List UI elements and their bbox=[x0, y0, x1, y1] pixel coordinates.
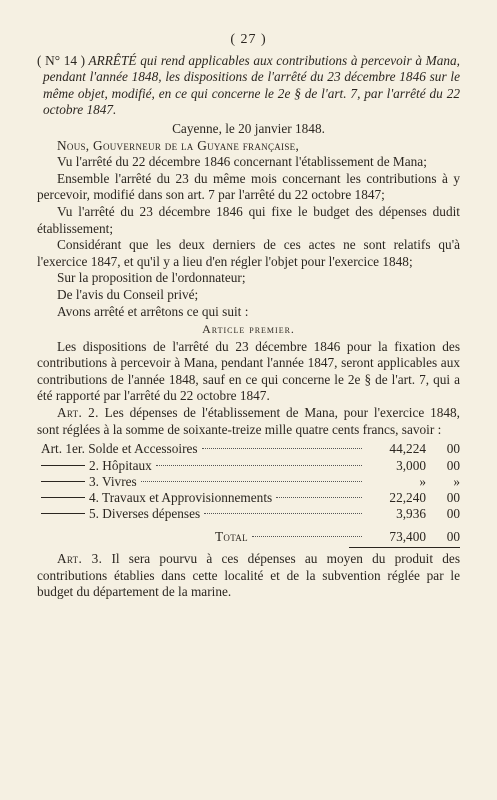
total-rule bbox=[349, 547, 460, 548]
ditto-dash bbox=[41, 513, 85, 514]
budget-cents: » bbox=[453, 473, 460, 489]
decree-number: ( N° 14 ) bbox=[37, 52, 86, 68]
article-3-prefix: Art. 3. bbox=[57, 551, 103, 567]
considerations bbox=[37, 154, 460, 320]
consideration: Vu l'arrêté du 23 décembre 1846 qui fixe le budget des dépenses dudit établissement; bbox=[37, 203, 460, 236]
leader-dots bbox=[141, 481, 362, 482]
article-3-text: Il sera pourvu à ces dépenses au moyen du produit des contributions établies dans cette localité et de la subvention réglée par le budget du département de la marine. bbox=[37, 551, 460, 600]
consideration: De l'avis du Conseil privé; bbox=[57, 286, 199, 302]
decree-title: ARRÊTÉ qui rend applicables aux contributions à percevoir à Mana, pendant l'année 1848, les dispositions de l'arrêté du 23 décembre 1846 sur le même objet, modifié, en ce qui concerne le 2e § de l'art. 7, par l'arrêté du 22 octobre 1847. bbox=[43, 52, 460, 118]
budget-cents: 00 bbox=[446, 506, 460, 522]
budget-cents: 00 bbox=[446, 490, 460, 506]
leader-dots bbox=[204, 513, 362, 514]
budget-label-wrap bbox=[37, 458, 152, 475]
budget-amount: 22,240 bbox=[389, 490, 426, 506]
total-row bbox=[37, 529, 460, 545]
budget-label: Art. 1er. Solde et Accessoires bbox=[41, 441, 198, 457]
enacting-clause: Avons arrêté et arrêtons ce qui suit : bbox=[57, 303, 249, 319]
budget-label: 4. Travaux et Approvisionnements bbox=[89, 490, 273, 506]
budget-row bbox=[37, 490, 460, 506]
text-column bbox=[37, 32, 460, 601]
budget-row bbox=[37, 506, 460, 522]
article-2 bbox=[37, 405, 460, 438]
total-amount: 73,400 bbox=[389, 528, 426, 544]
budget-cents: 00 bbox=[446, 457, 460, 473]
budget-cents: 00 bbox=[446, 441, 460, 457]
total-label: Total bbox=[215, 528, 248, 544]
consideration: Considérant que les deux derniers de ces actes ne sont relatifs qu'à l'exercice 1847, et qu'il y a lieu d'en régler l'objet pour l'exercice 1848; bbox=[37, 237, 460, 269]
budget-row bbox=[37, 474, 460, 490]
ditto-dash bbox=[41, 465, 85, 466]
leader-dots bbox=[202, 448, 362, 449]
budget-row bbox=[37, 458, 460, 474]
budget-label-wrap bbox=[37, 506, 200, 523]
decree-heading bbox=[37, 53, 460, 119]
ditto-dash bbox=[41, 481, 85, 482]
budget-amount: » bbox=[419, 473, 426, 489]
consideration: Ensemble l'arrêté du 23 du même mois concernant les contributions à y percevoir, modifié dans son art. 7 par l'arrêté du 22 octobre 1847; bbox=[37, 170, 460, 203]
authority-line: Nous, Gouverneur de la Guyane française, bbox=[57, 137, 300, 153]
total-cents: 00 bbox=[446, 528, 460, 544]
ditto-dash bbox=[41, 497, 85, 498]
consideration: Sur la proposition de l'ordonnateur; bbox=[57, 270, 246, 286]
place-date: Cayenne, le 20 janvier 1848. bbox=[172, 120, 325, 136]
leader-dots bbox=[276, 497, 362, 498]
budget-table bbox=[37, 441, 460, 548]
budget-label: 2. Hôpitaux bbox=[89, 457, 152, 473]
budget-amount: 3,000 bbox=[396, 457, 426, 473]
budget-row bbox=[37, 441, 460, 457]
budget-label: 3. Vivres bbox=[89, 473, 137, 489]
leader-dots bbox=[156, 465, 362, 466]
article-2-text: Les dépenses de l'établissement de Mana, pour l'exercice 1848, sont réglées à la somme de soixante-treize mille quatre cents francs, savoir : bbox=[37, 405, 460, 437]
budget-amount: 44,224 bbox=[389, 441, 426, 457]
consideration: Vu l'arrêté du 22 décembre 1846 concernant l'établissement de Mana; bbox=[57, 154, 427, 170]
article-2-prefix: Art. 2. bbox=[57, 405, 99, 421]
leader-dots bbox=[252, 536, 362, 537]
page-number: ( 27 ) bbox=[230, 32, 267, 47]
total-label-wrap bbox=[37, 529, 248, 546]
budget-label: 5. Diverses dépenses bbox=[89, 506, 201, 522]
article-1-text: Les dispositions de l'arrêté du 23 décembre 1846 pour la fixation des contributions à percevoir à Mana, pendant l'année 1847, seront applicables aux contributions de l'année 1848, sauf en ce qui concerne le 2e § de l'art. 7, qui a été rapporté par l'arrêté du 22 octobre 1847. bbox=[37, 338, 460, 404]
budget-amount: 3,936 bbox=[396, 506, 426, 522]
article-1-title: Article premier. bbox=[202, 322, 295, 337]
budget-label-wrap bbox=[37, 490, 272, 507]
budget-label-wrap bbox=[37, 474, 137, 491]
article-3 bbox=[37, 551, 460, 601]
